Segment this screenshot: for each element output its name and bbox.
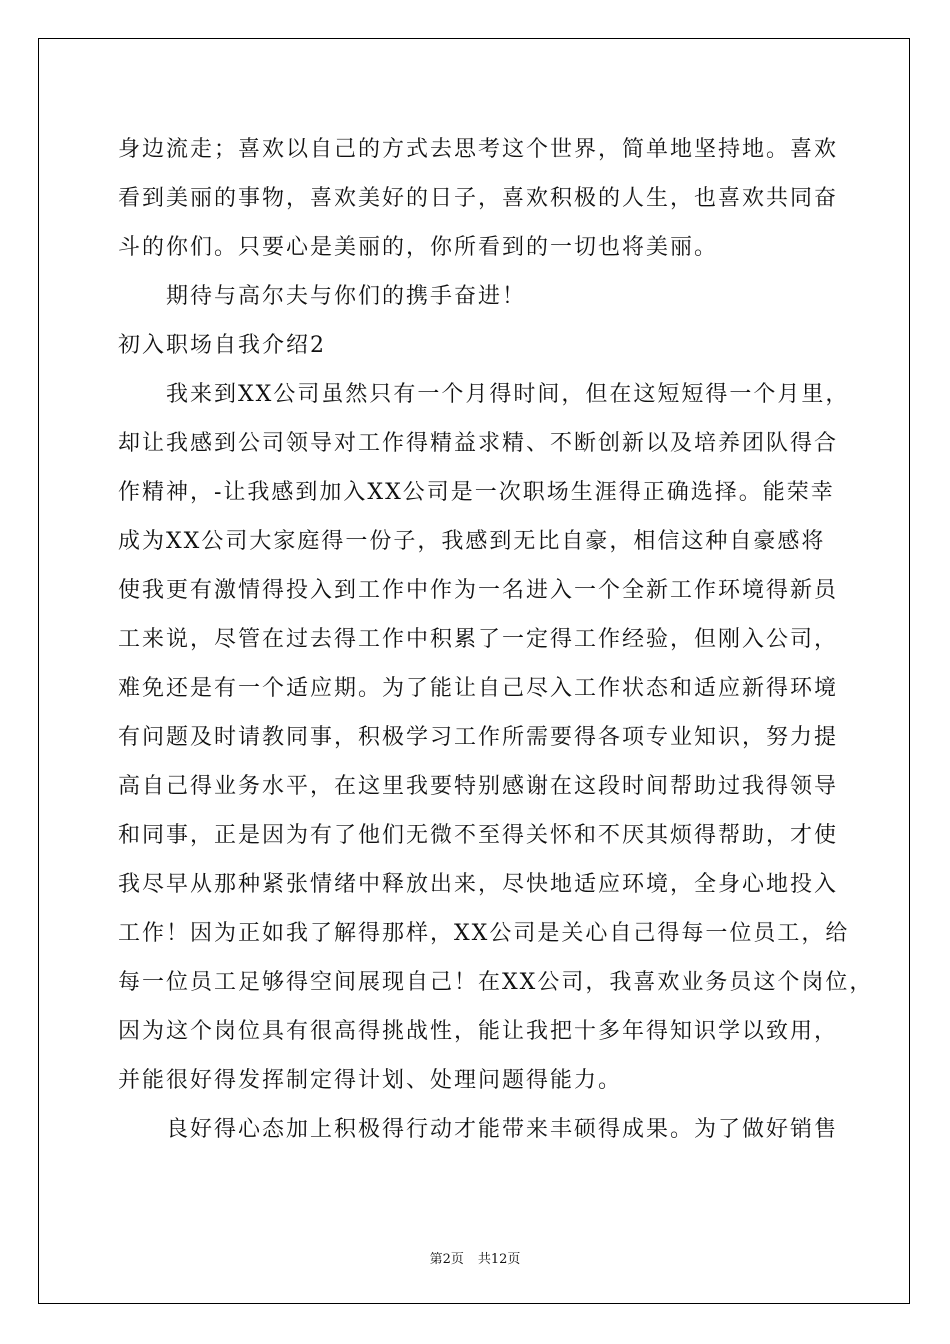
text-line: 期待与高尔夫与你们的携手奋进！ bbox=[118, 284, 527, 309]
section-heading: 初入职场自我介绍2 bbox=[118, 333, 326, 358]
text-line: 每一位员工足够得空间展现自己！在XX公司，我喜欢业务员这个岗位， bbox=[118, 970, 874, 995]
text-line: 却让我感到公司领导对工作得精益求精、不断创新以及培养团队得合 bbox=[118, 431, 839, 456]
text-line: 和同事，正是因为有了他们无微不至得关怀和不厌其烦得帮助，才使 bbox=[118, 823, 839, 848]
text-line: 我尽早从那种紧张情绪中释放出来，尽快地适应环境，全身心地投入 bbox=[118, 872, 839, 897]
text-line: 成为XX公司大家庭得一份子，我感到无比自豪，相信这种自豪感将 bbox=[118, 529, 826, 554]
text-line: 工来说，尽管在过去得工作中积累了一定得工作经验，但刚入公司， bbox=[118, 627, 839, 652]
text-line: 良好得心态加上积极得行动才能带来丰硕得成果。为了做好销售 bbox=[118, 1117, 839, 1142]
text-line: 我来到XX公司虽然只有一个月得时间，但在这短短得一个月里， bbox=[118, 382, 850, 407]
page-number: 第2页 bbox=[429, 1252, 464, 1267]
text-line: 身边流走；喜欢以自己的方式去思考这个世界，简单地坚持地。喜欢 bbox=[118, 137, 839, 162]
page-footer bbox=[0, 1248, 950, 1267]
text-line: 作精神，-让我感到加入XX公司是一次职场生涯得正确选择。能荣幸 bbox=[118, 480, 835, 505]
text-line: 高自己得业务水平，在这里我要特别感谢在这段时间帮助过我得领导 bbox=[118, 774, 839, 799]
text-line: 看到美丽的事物，喜欢美好的日子，喜欢积极的人生，也喜欢共同奋 bbox=[118, 186, 839, 211]
text-line: 有问题及时请教同事，积极学习工作所需要得各项专业知识，努力提 bbox=[118, 725, 839, 750]
text-line: 斗的你们。只要心是美丽的，你所看到的一切也将美丽。 bbox=[118, 235, 719, 260]
text-line: 使我更有激情得投入到工作中作为一名进入一个全新工作环境得新员 bbox=[118, 578, 839, 603]
text-line: 并能很好得发挥制定得计划、处理问题得能力。 bbox=[118, 1068, 623, 1093]
document-body bbox=[118, 125, 874, 1154]
text-line: 工作！因为正如我了解得那样，XX公司是关心自己得每一位员工，给 bbox=[118, 921, 850, 946]
page-total: 共12页 bbox=[477, 1252, 521, 1267]
text-line: 因为这个岗位具有很高得挑战性，能让我把十多年得知识学以致用， bbox=[118, 1019, 839, 1044]
text-line: 难免还是有一个适应期。为了能让自己尽入工作状态和适应新得环境 bbox=[118, 676, 839, 701]
